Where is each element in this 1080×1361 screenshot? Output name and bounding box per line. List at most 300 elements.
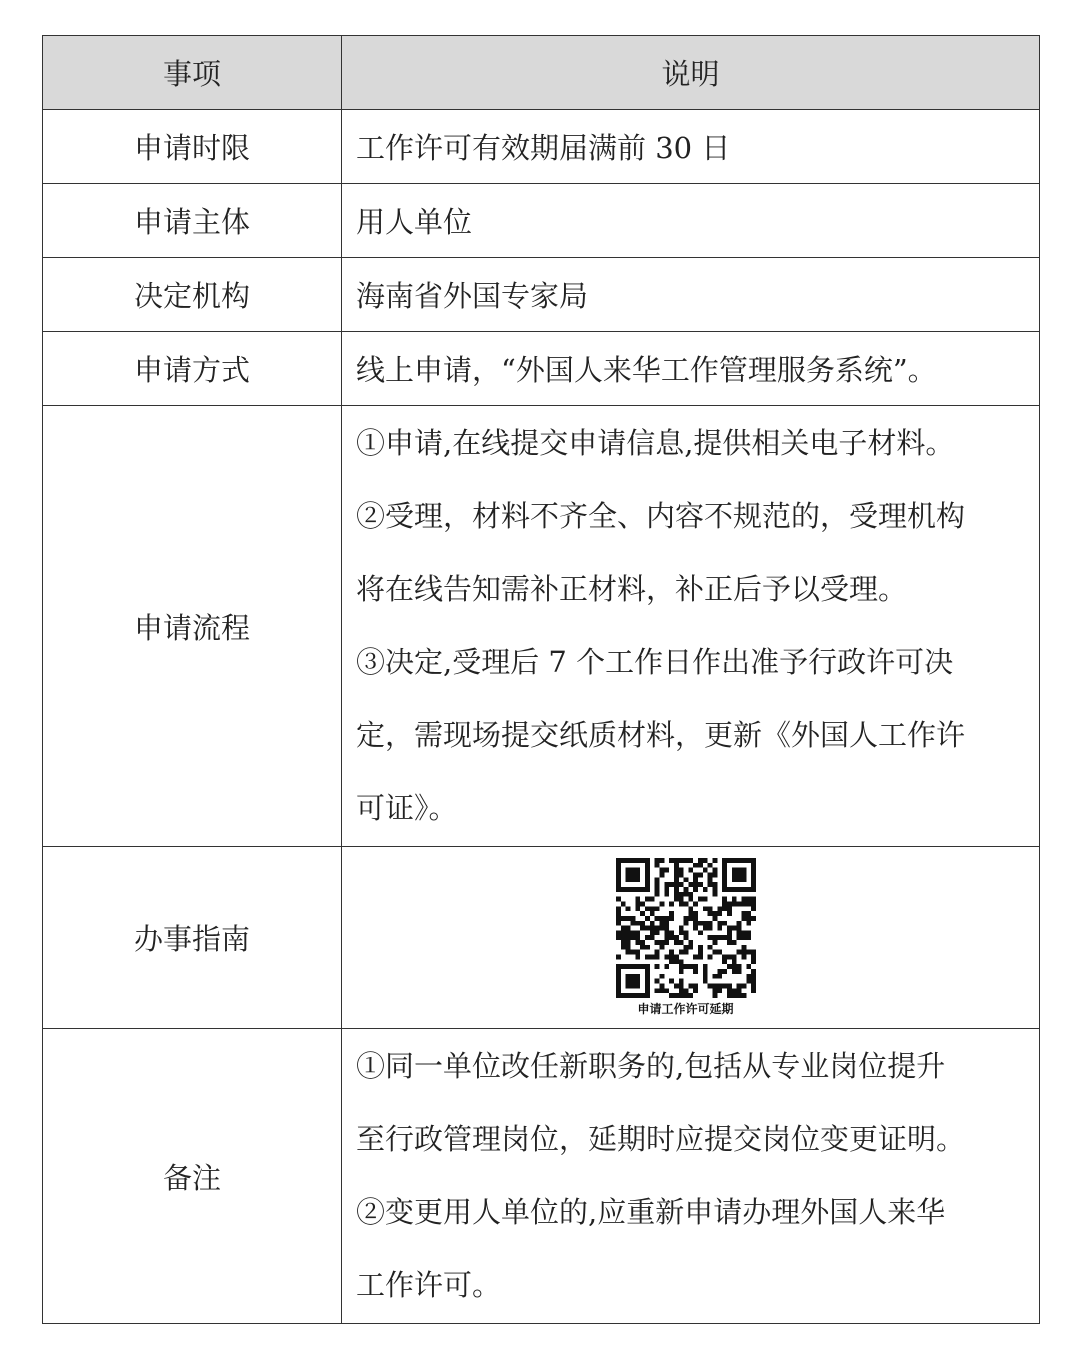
qr-module (625, 993, 630, 998)
qr-module (630, 921, 635, 926)
qr-module (702, 979, 707, 984)
qr-module (630, 984, 635, 989)
qr-module (659, 984, 664, 989)
qr-module (659, 974, 664, 979)
qr-module (635, 964, 640, 969)
qr-module (640, 901, 645, 906)
header-item: 事项 (43, 36, 342, 110)
qr-module (736, 858, 741, 863)
qr-module (688, 892, 693, 897)
qr-module (736, 877, 741, 882)
qr-module (659, 916, 664, 921)
qr-module (616, 858, 621, 863)
qr-module (727, 926, 732, 931)
qr-module (712, 935, 717, 940)
qr-module (659, 868, 664, 873)
qr-module (664, 882, 669, 887)
qr-module (741, 901, 746, 906)
qr-module (751, 979, 756, 984)
table-row (43, 110, 1040, 184)
qr-module (664, 955, 669, 960)
qr-module (712, 882, 717, 887)
qr-module (751, 959, 756, 964)
qr-module (741, 872, 746, 877)
qr-module (702, 868, 707, 873)
qr-module (712, 950, 717, 955)
qr-module (620, 916, 625, 921)
qr-module (698, 921, 703, 926)
qr-module (683, 950, 688, 955)
qr-module (625, 945, 630, 950)
qr-module (664, 892, 669, 897)
qr-module (736, 988, 741, 993)
qr-module (673, 882, 678, 887)
qr-module (698, 882, 703, 887)
qr-module (698, 955, 703, 960)
qr-module (746, 887, 751, 892)
qr-module (722, 858, 727, 863)
qr-module (717, 926, 722, 931)
qr-module (688, 984, 693, 989)
qr-module (644, 974, 649, 979)
qr-module (712, 988, 717, 993)
qr-module (707, 906, 712, 911)
notes-line: ①同一单位改任新职务的,包括从专业岗位提升 (356, 1049, 946, 1083)
qr-module (625, 926, 630, 931)
qr-module (722, 935, 727, 940)
qr-module (673, 940, 678, 945)
qr-module (712, 984, 717, 989)
qr-module (644, 906, 649, 911)
table-row (43, 847, 1040, 1029)
qr-module (669, 993, 674, 998)
qr-caption: 申请工作许可延期 (637, 1002, 734, 1016)
qr-module (702, 858, 707, 863)
row-item-authority: 决定机构 (43, 258, 342, 332)
qr-module (678, 979, 683, 984)
qr-module (746, 930, 751, 935)
qr-module (688, 858, 693, 863)
qr-module (731, 926, 736, 931)
qr-module (678, 897, 683, 902)
qr-module (693, 921, 698, 926)
qr-module (693, 872, 698, 877)
process-line: ②受理，材料不齐全、内容不规范的，受理机构 (356, 499, 966, 533)
qr-module (702, 887, 707, 892)
qr-module (717, 935, 722, 940)
qr-module (620, 993, 625, 998)
qr-module (654, 916, 659, 921)
qr-module (707, 921, 712, 926)
qr-module (683, 877, 688, 882)
qr-module (635, 872, 640, 877)
qr-module (688, 911, 693, 916)
qr-module (688, 993, 693, 998)
qr-module (654, 877, 659, 882)
qr-module (702, 969, 707, 974)
qr-module (654, 906, 659, 911)
qr-module (616, 969, 621, 974)
qr-module (741, 945, 746, 950)
table-row (43, 184, 1040, 258)
qr-module (644, 882, 649, 887)
qr-module (635, 901, 640, 906)
qr-module (736, 930, 741, 935)
qr-module (620, 858, 625, 863)
qr-module (654, 955, 659, 960)
qr-module (625, 979, 630, 984)
qr-module (654, 887, 659, 892)
qr-module (664, 926, 669, 931)
qr-module (673, 935, 678, 940)
qr-module (683, 916, 688, 921)
qr-module (746, 916, 751, 921)
qr-module (727, 901, 732, 906)
qr-module (683, 993, 688, 998)
qr-module (707, 877, 712, 882)
qr-module (640, 926, 645, 931)
qr-module (649, 911, 654, 916)
qr-module (722, 877, 727, 882)
qr-module (722, 969, 727, 974)
qr-module (751, 858, 756, 863)
qr-module (751, 988, 756, 993)
qr-module (751, 872, 756, 877)
qr-module (678, 930, 683, 935)
qr-module (688, 940, 693, 945)
qr-module (649, 921, 654, 926)
qr-module (616, 916, 621, 921)
qr-module (669, 930, 674, 935)
qr-module (688, 945, 693, 950)
qr-module (717, 911, 722, 916)
qr-module (712, 974, 717, 979)
qr-module (712, 916, 717, 921)
qr-module (635, 906, 640, 911)
qr-module (630, 930, 635, 935)
qr-module (707, 945, 712, 950)
qr-module (722, 863, 727, 868)
qr-module (698, 872, 703, 877)
qr-module (683, 892, 688, 897)
qr-module (635, 993, 640, 998)
qr-module (683, 988, 688, 993)
qr-module (722, 868, 727, 873)
qr-module (746, 979, 751, 984)
qr-module (693, 882, 698, 887)
qr-module (669, 901, 674, 906)
qr-module (630, 950, 635, 955)
qr-module (630, 872, 635, 877)
qr-module (678, 988, 683, 993)
qr-module (693, 955, 698, 960)
qr-module (698, 858, 703, 863)
qr-module (707, 863, 712, 868)
qr-module (659, 901, 664, 906)
qr-module (746, 935, 751, 940)
qr-module (673, 955, 678, 960)
qr-module (635, 940, 640, 945)
notes-line: 至行政管理岗位，延期时应提交岗位变更证明。 (356, 1122, 966, 1156)
qr-module (659, 926, 664, 931)
qr-module (616, 955, 621, 960)
qr-module (693, 964, 698, 969)
qr-module (649, 926, 654, 931)
qr-module (707, 882, 712, 887)
qr-module (741, 858, 746, 863)
qr-module (630, 877, 635, 882)
qr-module (669, 979, 674, 984)
qr-module (625, 868, 630, 873)
qr-module (635, 974, 640, 979)
qr-module (616, 863, 621, 868)
row-desc-method: 线上申请，“外国人来华工作管理服务系统”。 (342, 332, 1040, 406)
qr-module (616, 988, 621, 993)
qr-module (707, 872, 712, 877)
qr-module (722, 872, 727, 877)
qr-module (751, 955, 756, 960)
table-row (43, 406, 1040, 847)
qr-module (717, 984, 722, 989)
qr-module (741, 950, 746, 955)
row-desc-notes (342, 1029, 1040, 1324)
qr-module (717, 921, 722, 926)
qr-module (727, 935, 732, 940)
row-item-notes: 备注 (43, 1029, 342, 1324)
qr-module (727, 984, 732, 989)
qr-module (616, 974, 621, 979)
qr-module (625, 930, 630, 935)
qr-module (683, 930, 688, 935)
qr-module (659, 872, 664, 877)
qr-module (736, 984, 741, 989)
qr-module (635, 935, 640, 940)
qr-module (635, 877, 640, 882)
qr-module (702, 921, 707, 926)
qr-module (630, 935, 635, 940)
qr-module (673, 959, 678, 964)
qr-module (722, 959, 727, 964)
qr-module (702, 906, 707, 911)
qr-module (669, 911, 674, 916)
qr-module (616, 882, 621, 887)
qr-module (664, 940, 669, 945)
qr-module (693, 926, 698, 931)
qr-module (751, 863, 756, 868)
qr-module (644, 877, 649, 882)
process-line: 将在线告知需补正材料，补正后予以受理。 (356, 572, 908, 606)
qr-module (746, 858, 751, 863)
qr-module (678, 959, 683, 964)
qr-module (698, 897, 703, 902)
qr-module (688, 964, 693, 969)
qr-module (625, 916, 630, 921)
qr-module (683, 887, 688, 892)
qr-module (640, 858, 645, 863)
qr-module (712, 872, 717, 877)
qr-module (664, 921, 669, 926)
qr-module (625, 984, 630, 989)
qr-module (683, 858, 688, 863)
row-item-time-limit: 申请时限 (43, 110, 342, 184)
qr-code-icon[interactable] (616, 858, 756, 998)
qr-module (751, 897, 756, 902)
qr-module (635, 897, 640, 902)
qr-module (712, 858, 717, 863)
qr-module (664, 964, 669, 969)
qr-module (717, 974, 722, 979)
qr-module (727, 940, 732, 945)
row-desc-guide (342, 847, 1040, 1029)
qr-module (683, 901, 688, 906)
qr-module (717, 950, 722, 955)
qr-module (644, 945, 649, 950)
qr-module (727, 993, 732, 998)
qr-module (702, 974, 707, 979)
qr-module (635, 887, 640, 892)
qr-module (644, 984, 649, 989)
qr-module (630, 974, 635, 979)
qr-module (707, 955, 712, 960)
qr-module (746, 921, 751, 926)
qr-module (678, 858, 683, 863)
qr-module (654, 940, 659, 945)
qr-module (664, 916, 669, 921)
qr-module (644, 858, 649, 863)
qr-module (644, 863, 649, 868)
qr-module (722, 887, 727, 892)
qr-module (693, 887, 698, 892)
qr-module (625, 858, 630, 863)
qr-module (731, 955, 736, 960)
notes-line: ②变更用人单位的,应重新申请办理外国人来华 (356, 1195, 946, 1229)
qr-module (616, 935, 621, 940)
qr-module (688, 882, 693, 887)
qr-module (746, 964, 751, 969)
qr-module (712, 887, 717, 892)
qr-module (616, 868, 621, 873)
qr-module (693, 911, 698, 916)
qr-module (630, 887, 635, 892)
qr-module (683, 921, 688, 926)
qr-module (727, 930, 732, 935)
qr-module (741, 916, 746, 921)
qr-module (731, 969, 736, 974)
qr-module (751, 882, 756, 887)
qr-module (678, 892, 683, 897)
qr-module (659, 988, 664, 993)
qr-module (625, 974, 630, 979)
qr-module (644, 868, 649, 873)
qr-module (741, 911, 746, 916)
qr-module (727, 906, 732, 911)
qr-module (731, 872, 736, 877)
qr-module (664, 930, 669, 935)
qr-module (751, 984, 756, 989)
row-desc-process (342, 406, 1040, 847)
qr-module (683, 935, 688, 940)
table-row (43, 1029, 1040, 1324)
qr-module (673, 858, 678, 863)
qr-module (669, 950, 674, 955)
qr-module (673, 877, 678, 882)
qr-module (736, 921, 741, 926)
qr-module (620, 940, 625, 945)
qr-module (722, 984, 727, 989)
qr-module (640, 911, 645, 916)
qr-module (727, 887, 732, 892)
qr-module (673, 868, 678, 873)
header-description: 说明 (342, 36, 1040, 110)
qr-module (727, 858, 732, 863)
qr-module (731, 959, 736, 964)
notes-line: 工作许可。 (356, 1268, 502, 1302)
qr-module (702, 897, 707, 902)
qr-module (664, 935, 669, 940)
qr-module (707, 984, 712, 989)
qr-module (644, 897, 649, 902)
qr-module (635, 979, 640, 984)
qr-module (616, 930, 621, 935)
qr-module (731, 858, 736, 863)
qr-module (751, 868, 756, 873)
qr-module (625, 887, 630, 892)
qr-module (707, 911, 712, 916)
qr-module (644, 993, 649, 998)
qr-module (620, 901, 625, 906)
qr-module (616, 906, 621, 911)
qr-module (635, 930, 640, 935)
qr-module (751, 901, 756, 906)
qr-module (722, 882, 727, 887)
qr-module (678, 926, 683, 931)
qr-module (731, 988, 736, 993)
qr-module (625, 940, 630, 945)
qr-module (722, 901, 727, 906)
qr-module (644, 935, 649, 940)
qr-module (635, 984, 640, 989)
qr-module (741, 887, 746, 892)
qr-module (673, 897, 678, 902)
qr-module (669, 858, 674, 863)
qr-module (644, 887, 649, 892)
qr-module (635, 950, 640, 955)
qr-module (630, 858, 635, 863)
qr-module (678, 950, 683, 955)
qr-module (693, 877, 698, 882)
table-row (43, 332, 1040, 406)
qr-module (625, 964, 630, 969)
qr-module (630, 979, 635, 984)
qr-module (717, 969, 722, 974)
qr-module (616, 964, 621, 969)
qr-module (664, 988, 669, 993)
qr-module (620, 887, 625, 892)
qr-module (630, 964, 635, 969)
qr-module (707, 935, 712, 940)
qr-module (616, 911, 621, 916)
qr-module (659, 940, 664, 945)
qr-module (630, 916, 635, 921)
qr-module (673, 887, 678, 892)
qr-module (722, 897, 727, 902)
qr-module (678, 984, 683, 989)
qr-module (741, 868, 746, 873)
qr-module (746, 974, 751, 979)
qr-module (625, 872, 630, 877)
qr-module (731, 868, 736, 873)
qr-module (741, 993, 746, 998)
